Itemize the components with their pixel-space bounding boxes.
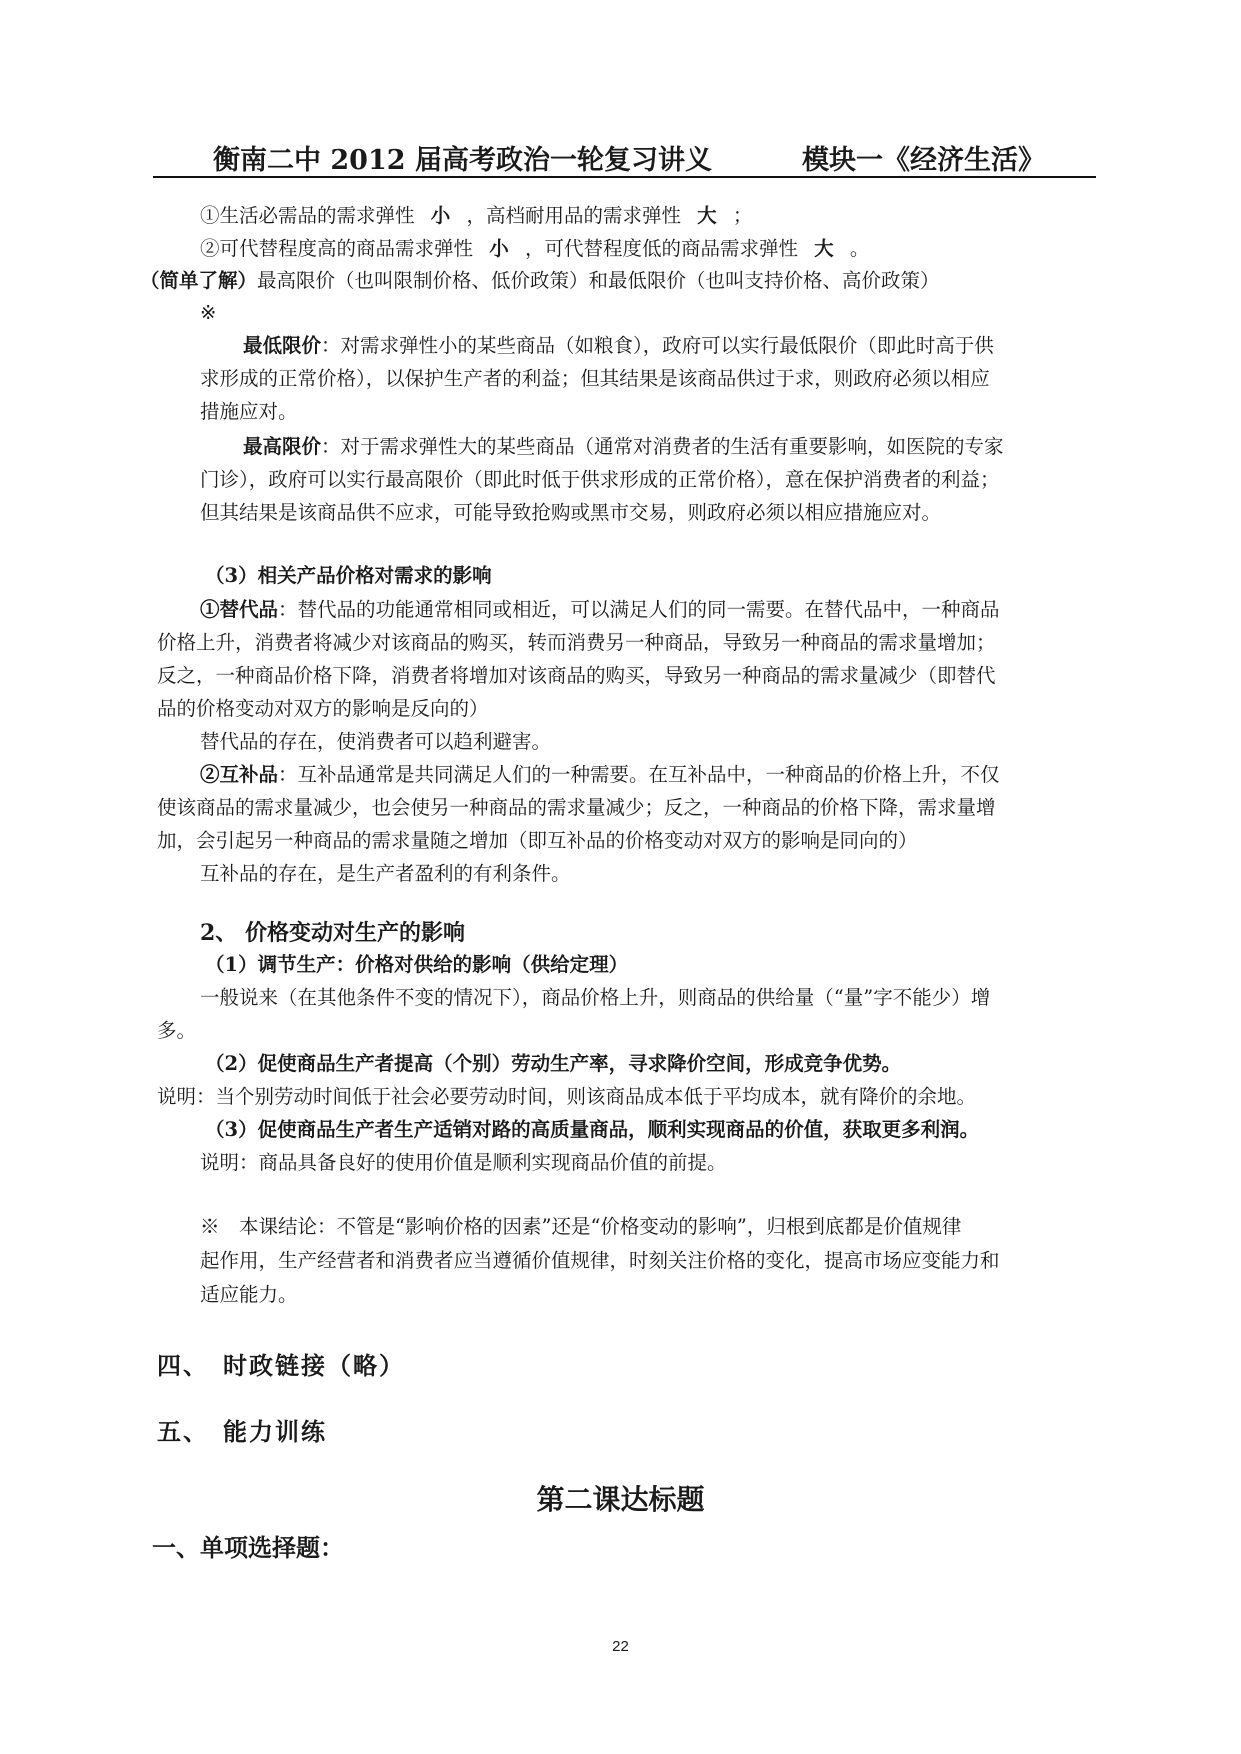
min-price-line-3: 措施应对。 <box>200 400 298 423</box>
price-limit-intro <box>140 268 940 294</box>
text: ①生活必需品的需求弹性 <box>200 204 415 227</box>
max-price-line-1 <box>243 434 1004 460</box>
conclusion-line-2: 起作用，生产经营者和消费者应当遵循价值规律，时刻关注价格的变化，提高市场应变能力和 <box>200 1249 1000 1272</box>
section-five-heading: 五、 能力训练 <box>157 1417 327 1446</box>
min-price-label: 最低限价 <box>243 334 322 357</box>
text: ：互补品通常是共同满足人们的一种需要。在互补品中，一种商品的价格上升，不仅 <box>278 763 1000 786</box>
production-point-1-line-1: 一般说来（在其他条件不变的情况下），商品价格上升，则商品的供给量（“量”字不能少）增 <box>200 986 991 1009</box>
production-point-1-line-2: 多。 <box>157 1019 197 1042</box>
header-title: 衡南二中 2012 届高考政治一轮复习讲义 <box>213 145 712 176</box>
conclusion-line-1: ※ 本课结论：不管是“影响价格的因素”还是“价格变动的影响”，归根到底都是价值规律 <box>200 1215 962 1238</box>
complement-line-4: 互补品的存在，是生产者盈利的有利条件。 <box>200 862 571 885</box>
substitute-line-4: 品的价格变动对双方的影响是反向的） <box>157 697 489 720</box>
related-heading: （3）相关产品价格对需求的影响 <box>205 564 492 587</box>
page-header <box>153 136 1096 178</box>
complement-line-1 <box>200 762 1000 788</box>
min-price-line-2: 求形成的正常价格），以保护生产者的利益；但其结果是该商品供过于求，则政府必须以相应 <box>200 367 990 390</box>
substitute-line-5: 替代品的存在，使消费者可以趋利避害。 <box>200 730 552 753</box>
answer-large: 大 <box>814 237 834 260</box>
exercise-part-1: 一、单项选择题： <box>152 1533 344 1562</box>
production-heading: 2、 价格变动对生产的影响 <box>200 920 465 946</box>
page-number: 22 <box>612 1638 629 1655</box>
answer-small: 小 <box>430 204 451 227</box>
substitute-label: ①替代品 <box>200 598 279 621</box>
text: ，高档耐用品的需求弹性 <box>466 204 681 227</box>
conclusion-line-3: 适应能力。 <box>200 1283 298 1306</box>
intro-text: 最高限价（也叫限制价格、低价政策）和最低限价（也叫支持价格、高价政策） <box>257 269 940 292</box>
substitute-line-3: 反之，一种商品价格下降，消费者将增加对该商品的购买，导致另一种商品的需求量减少（即替代 <box>157 664 996 687</box>
exercise-title: 第二课达标题 <box>536 1483 705 1516</box>
header-module: 模块一《经济生活》 <box>802 145 1045 176</box>
max-price-line-2: 门诊），政府可以实行最高限价（即此时低于供求形成的正常价格），意在保护消费者的利益； <box>200 468 1000 491</box>
reference-mark: ※ <box>200 301 217 324</box>
complement-line-2: 使该商品的需求量减少，也会使另一种商品的需求量减少；反之，一种商品的价格下降，需求量增 <box>157 796 996 819</box>
text: ：对需求弹性小的某些商品（如粮食），政府可以实行最低限价（即此时高于供 <box>321 334 994 357</box>
production-point-2: （2）促使商品生产者提高（个别）劳动生产率，寻求降价空间，形成竞争优势。 <box>205 1052 902 1075</box>
complement-line-3: 加，会引起另一种商品的需求量随之增加（即互补品的价格变动对双方的影响是同向的） <box>157 829 918 852</box>
production-point-1: （1）调节生产：价格对供给的影响（供给定理） <box>205 953 629 976</box>
max-price-line-3: 但其结果是该商品供不应求，可能导致抢购或黑市交易，则政府必须以相应措施应对。 <box>200 501 942 524</box>
section-four-heading: 四、 时政链接（略） <box>157 1351 405 1380</box>
substitute-line-1 <box>200 597 1000 623</box>
text: ②可代替程度高的商品需求弹性 <box>200 237 474 260</box>
elasticity-line-2 <box>200 236 869 262</box>
production-point-3-note: 说明：商品具备良好的使用价值是顺利实现商品价值的前提。 <box>200 1151 727 1174</box>
elasticity-line-1 <box>200 203 752 229</box>
production-point-2-note: 说明：当个别劳动时间低于社会必要劳动时间，则该商品成本低于平均成本，就有降价的余地。 <box>157 1085 977 1108</box>
text: ； <box>732 204 753 227</box>
text: 。 <box>849 237 870 260</box>
text: ：对于需求弹性大的某些商品（通常对消费者的生活有重要影响，如医院的专家 <box>321 435 1004 458</box>
production-point-3: （3）促使商品生产者生产适销对路的高质量商品，顺利实现商品的价值，获取更多利润。 <box>205 1118 980 1141</box>
answer-small: 小 <box>489 237 509 260</box>
complement-label: ②互补品 <box>200 763 279 786</box>
intro-label: （简单了解） <box>140 269 258 292</box>
text: ：替代品的功能通常相同或相近，可以满足人们的同一需要。在替代品中，一种商品 <box>278 598 1000 621</box>
text: ，可代替程度低的商品需求弹性 <box>524 237 798 260</box>
substitute-line-2: 价格上升，消费者将减少对该商品的购买，转而消费另一种商品，导致另一种商品的需求量增加； <box>157 631 996 654</box>
max-price-label: 最高限价 <box>243 435 322 458</box>
answer-large: 大 <box>697 204 717 227</box>
min-price-line-1 <box>243 333 994 359</box>
